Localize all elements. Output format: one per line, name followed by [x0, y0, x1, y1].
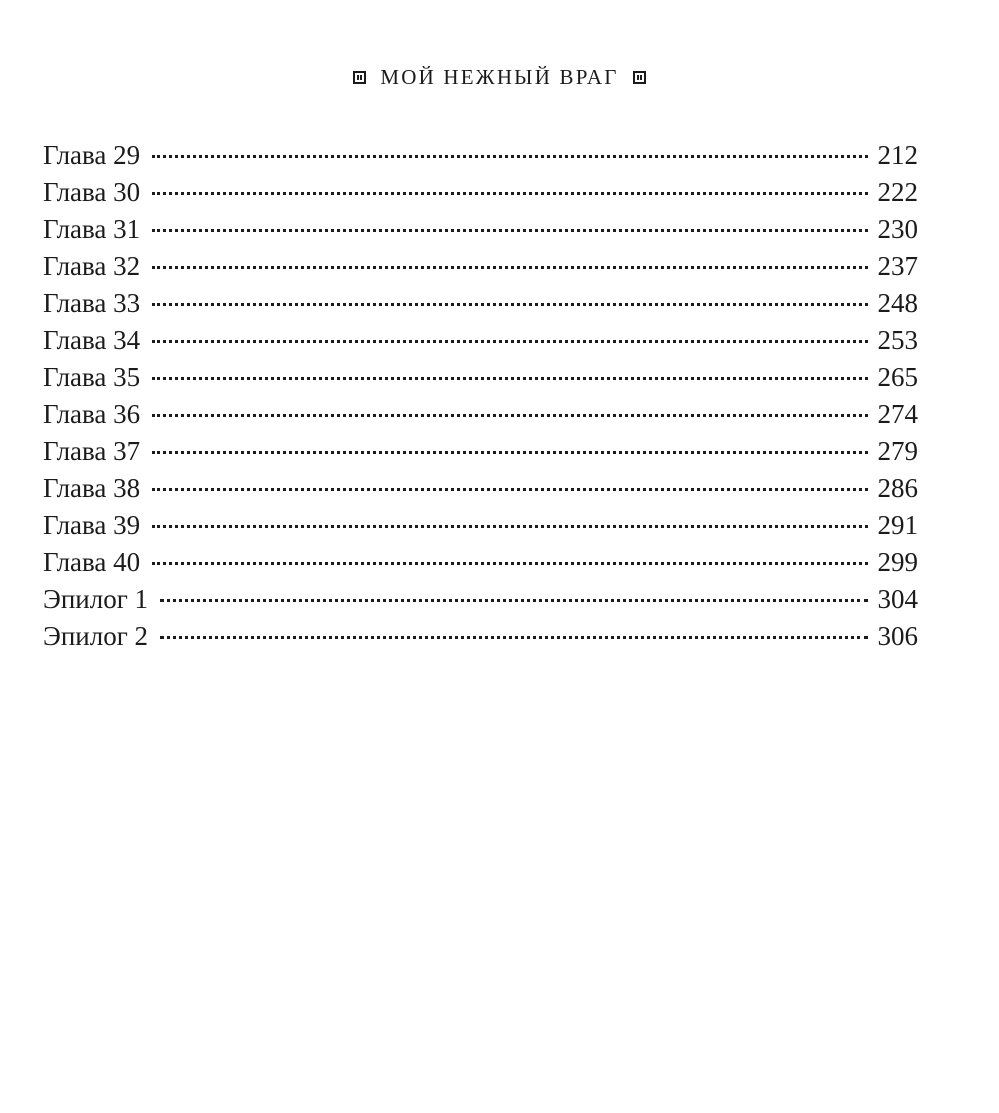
toc-entry-title: Глава 40 [43, 547, 141, 577]
dot-leader [152, 414, 867, 417]
toc-entry[interactable] [43, 359, 918, 396]
toc-entry-page: 265 [877, 362, 918, 392]
running-head [0, 62, 999, 92]
toc-entry[interactable] [43, 322, 918, 359]
dot-leader [152, 303, 867, 306]
dot-leader [152, 451, 867, 454]
toc-entry-title: Глава 33 [43, 288, 141, 318]
toc-entry-title: Глава 36 [43, 399, 141, 429]
toc-entry-page: 212 [877, 140, 918, 170]
table-of-contents [43, 137, 918, 655]
toc-entry[interactable] [43, 544, 918, 581]
toc-entry-title: Глава 35 [43, 362, 141, 392]
toc-entry-page: 253 [877, 325, 918, 355]
dot-leader [152, 377, 867, 380]
dot-leader [160, 599, 867, 602]
toc-entry-title: Глава 34 [43, 325, 141, 355]
toc-entry-page: 230 [877, 214, 918, 244]
toc-entry-page: 279 [877, 436, 918, 466]
toc-entry-page: 299 [877, 547, 918, 577]
toc-entry[interactable] [43, 581, 918, 618]
toc-entry-page: 286 [877, 473, 918, 503]
toc-entry[interactable] [43, 507, 918, 544]
dot-leader [152, 155, 867, 158]
toc-entry[interactable] [43, 470, 918, 507]
toc-entry-title: Глава 29 [43, 140, 141, 170]
toc-entry-title: Глава 30 [43, 177, 141, 207]
dot-leader [152, 562, 867, 565]
toc-entry-page: 248 [877, 288, 918, 318]
toc-entry-title: Глава 39 [43, 510, 141, 540]
toc-entry-page: 274 [877, 399, 918, 429]
toc-entry[interactable] [43, 285, 918, 322]
ornament-icon [353, 71, 366, 84]
ornament-icon [633, 71, 646, 84]
dot-leader [152, 229, 867, 232]
toc-entry[interactable] [43, 211, 918, 248]
toc-entry-page: 291 [877, 510, 918, 540]
dot-leader [152, 266, 867, 269]
dot-leader [152, 488, 867, 491]
dot-leader [152, 192, 867, 195]
dot-leader [152, 525, 867, 528]
toc-entry[interactable] [43, 248, 918, 285]
toc-entry-page: 237 [877, 251, 918, 281]
toc-entry-title: Глава 37 [43, 436, 141, 466]
toc-entry[interactable] [43, 396, 918, 433]
dot-leader [152, 340, 867, 343]
toc-entry-page: 304 [877, 584, 918, 614]
toc-entry-title: Глава 38 [43, 473, 141, 503]
toc-entry[interactable] [43, 174, 918, 211]
toc-entry-title: Эпилог 1 [43, 584, 149, 614]
toc-entry-page: 306 [877, 621, 918, 651]
toc-entry-title: Глава 31 [43, 214, 141, 244]
toc-entry[interactable] [43, 137, 918, 174]
toc-entry[interactable] [43, 433, 918, 470]
book-title: МОЙ НЕЖНЫЙ ВРАГ [380, 65, 619, 89]
toc-entry[interactable] [43, 618, 918, 655]
toc-entry-page: 222 [877, 177, 918, 207]
toc-entry-title: Эпилог 2 [43, 621, 149, 651]
toc-entry-title: Глава 32 [43, 251, 141, 281]
dot-leader [160, 636, 867, 639]
